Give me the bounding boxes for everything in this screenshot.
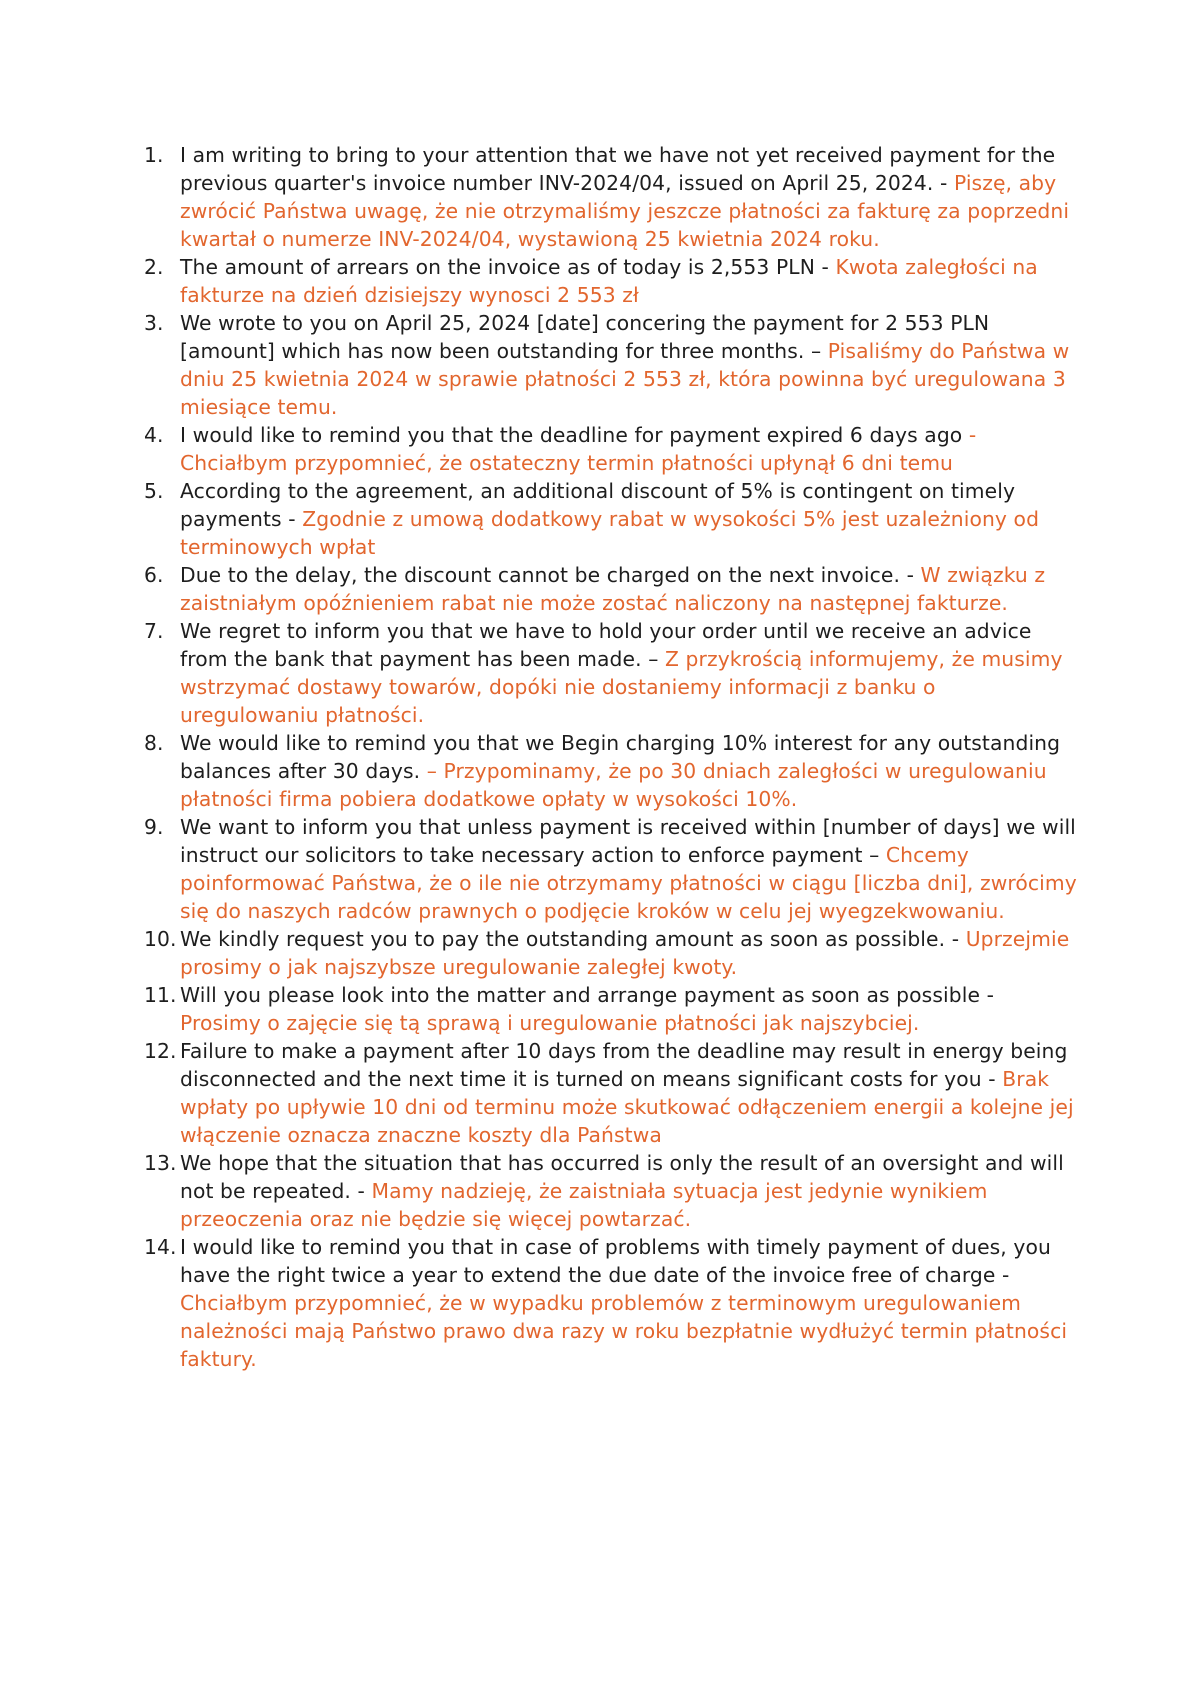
english-phrase: Will you please look into the matter and arrange payment as soon as possible — [180, 983, 981, 1007]
english-phrase: Due to the delay, the discount cannot be charged on the next invoice. — [180, 563, 901, 587]
item-number: 1. — [144, 143, 164, 167]
polish-translation: Mamy nadzieję, że zaistniała sytuacja jest jedynie wynikiem przeoczenia oraz nie będzie się więcej powtarzać. — [180, 1179, 988, 1231]
english-phrase: The amount of arrears on the invoice as of today is 2,553 PLN — [180, 255, 815, 279]
english-phrase: I would like to remind you that in case of problems with timely payment of dues, you have the right twice a year to extend the due date of the invoice free of charge — [180, 1235, 1051, 1287]
list-item — [144, 561, 1079, 617]
item-number: 13. — [144, 1151, 177, 1175]
english-phrase: We regret to inform you that we have to hold your order until we receive an advice from the bank that payment has been made. — [180, 619, 1032, 671]
item-number: 4. — [144, 423, 164, 447]
english-phrase: According to the agreement, an additional discount of 5% is contingent on timely payments — [180, 479, 1016, 531]
polish-translation: Zgodnie z umową dodatkowy rabat w wysokości 5% jest uzależniony od terminowych wpłat — [180, 507, 1040, 559]
english-phrase: I would like to remind you that the deadline for payment expired 6 days ago — [180, 423, 963, 447]
phrase-list — [144, 141, 1079, 1373]
polish-translation: Uprzejmie prosimy o jak najszybsze uregulowanie zaległej kwoty. — [180, 927, 1070, 979]
separator: – — [641, 647, 665, 671]
separator: - — [945, 927, 966, 951]
item-number: 6. — [144, 563, 164, 587]
separator: - — [281, 507, 303, 531]
list-item — [144, 981, 1079, 1037]
list-item — [144, 309, 1079, 421]
item-number: 8. — [144, 731, 164, 755]
item-number: 10. — [144, 927, 177, 951]
list-item — [144, 1149, 1079, 1233]
item-number: 2. — [144, 255, 164, 279]
english-phrase: We wrote to you on April 25, 2024 [date] concering the payment for 2 553 PLN [amount] which has now been outstanding for three months. — [180, 311, 990, 363]
polish-translation: Brak wpłaty po upływie 10 dni od terminu może skutkować odłączeniem energii a kolejne jej włączenie oznacza znaczne koszty dla Państwa — [180, 1067, 1074, 1147]
polish-translation: Kwota zaległości na fakturze na dzień dzisiejszy wynosci 2 553 zł — [180, 255, 1038, 307]
english-phrase: We kindly request you to pay the outstanding amount as soon as possible. — [180, 927, 946, 951]
list-item — [144, 1037, 1079, 1149]
polish-translation: Chcemy poinformować Państwa, że o ile nie otrzymamy płatności w ciągu [liczba dni], zwrócimy się do naszych radców prawnych o podjęcie kroków w celu jej wyegzekwowaniu. — [180, 843, 1077, 923]
polish-translation: Pisaliśmy do Państwa w dniu 25 kwietnia 2024 w sprawie płatności 2 553 zł, która powinna być uregulowana 3 miesiące temu. — [180, 339, 1070, 419]
separator: - — [980, 983, 994, 1007]
polish-translation: W związku z zaistniałym opóźnieniem rabat nie może zostać naliczony na następnej fakturze. — [180, 563, 1046, 615]
separator: - — [814, 255, 836, 279]
separator: – — [804, 339, 828, 363]
list-item — [144, 253, 1079, 309]
separator: - — [900, 563, 921, 587]
separator: – — [862, 843, 886, 867]
english-phrase: Failure to make a payment after 10 days from the deadline may result in energy being disconnected and the next time it is turned on means significant costs for you — [180, 1039, 1068, 1091]
polish-translation: - Chciałbym przypomnieć, że ostateczny termin płatności upłynął 6 dni temu — [180, 423, 977, 475]
polish-translation: Piszę, aby zwrócić Państwa uwagę, że nie otrzymaliśmy jeszcze płatności za fakturę za poprzedni kwartał o numerze INV-2024/04, wystawioną 25 kwietnia 2024 roku. — [180, 171, 1070, 251]
item-number: 11. — [144, 983, 177, 1007]
list-item — [144, 477, 1079, 561]
english-phrase: We want to inform you that unless payment is received within [number of days] we will instruct our solicitors to take necessary action to enforce payment — [180, 815, 1076, 867]
english-phrase: We would like to remind you that we Begin charging 10% interest for any outstanding balances after 30 days. — [180, 731, 1061, 783]
item-number: 3. — [144, 311, 164, 335]
polish-translation: Z przykrością informujemy, że musimy wstrzymać dostawy towarów, dopóki nie dostaniemy informacji z banku o uregulowaniu płatności. — [180, 647, 1063, 727]
polish-translation: – Przypominamy, że po 30 dniach zaległości w uregulowaniu płatności firma pobiera dodatkowe opłaty w wysokości 10%. — [180, 759, 1047, 811]
english-phrase: We hope that the situation that has occurred is only the result of an oversight and will not be repeated. — [180, 1151, 1064, 1203]
polish-translation: Prosimy o zajęcie się tą sprawą i uregulowanie płatności jak najszybciej. — [180, 1011, 920, 1035]
list-item — [144, 421, 1079, 477]
separator: - — [933, 171, 954, 195]
item-number: 9. — [144, 815, 164, 839]
item-number: 14. — [144, 1235, 177, 1259]
list-item — [144, 813, 1079, 925]
list-item — [144, 729, 1079, 813]
item-number: 12. — [144, 1039, 177, 1063]
item-number: 5. — [144, 479, 164, 503]
english-phrase: I am writing to bring to your attention that we have not yet received payment for the previous quarter's invoice number INV-2024/04, issued on April 25, 2024. — [180, 143, 1056, 195]
separator: - — [350, 1179, 372, 1203]
separator: - — [981, 1067, 1003, 1091]
item-number: 7. — [144, 619, 164, 643]
list-item — [144, 1233, 1079, 1373]
list-item — [144, 141, 1079, 253]
list-item — [144, 617, 1079, 729]
list-item — [144, 925, 1079, 981]
separator: - — [995, 1263, 1010, 1287]
polish-translation: Chciałbym przypomnieć, że w wypadku problemów z terminowym uregulowaniem należności mają Państwo prawo dwa razy w roku bezpłatnie wydłużyć termin płatności faktury. — [180, 1291, 1068, 1371]
